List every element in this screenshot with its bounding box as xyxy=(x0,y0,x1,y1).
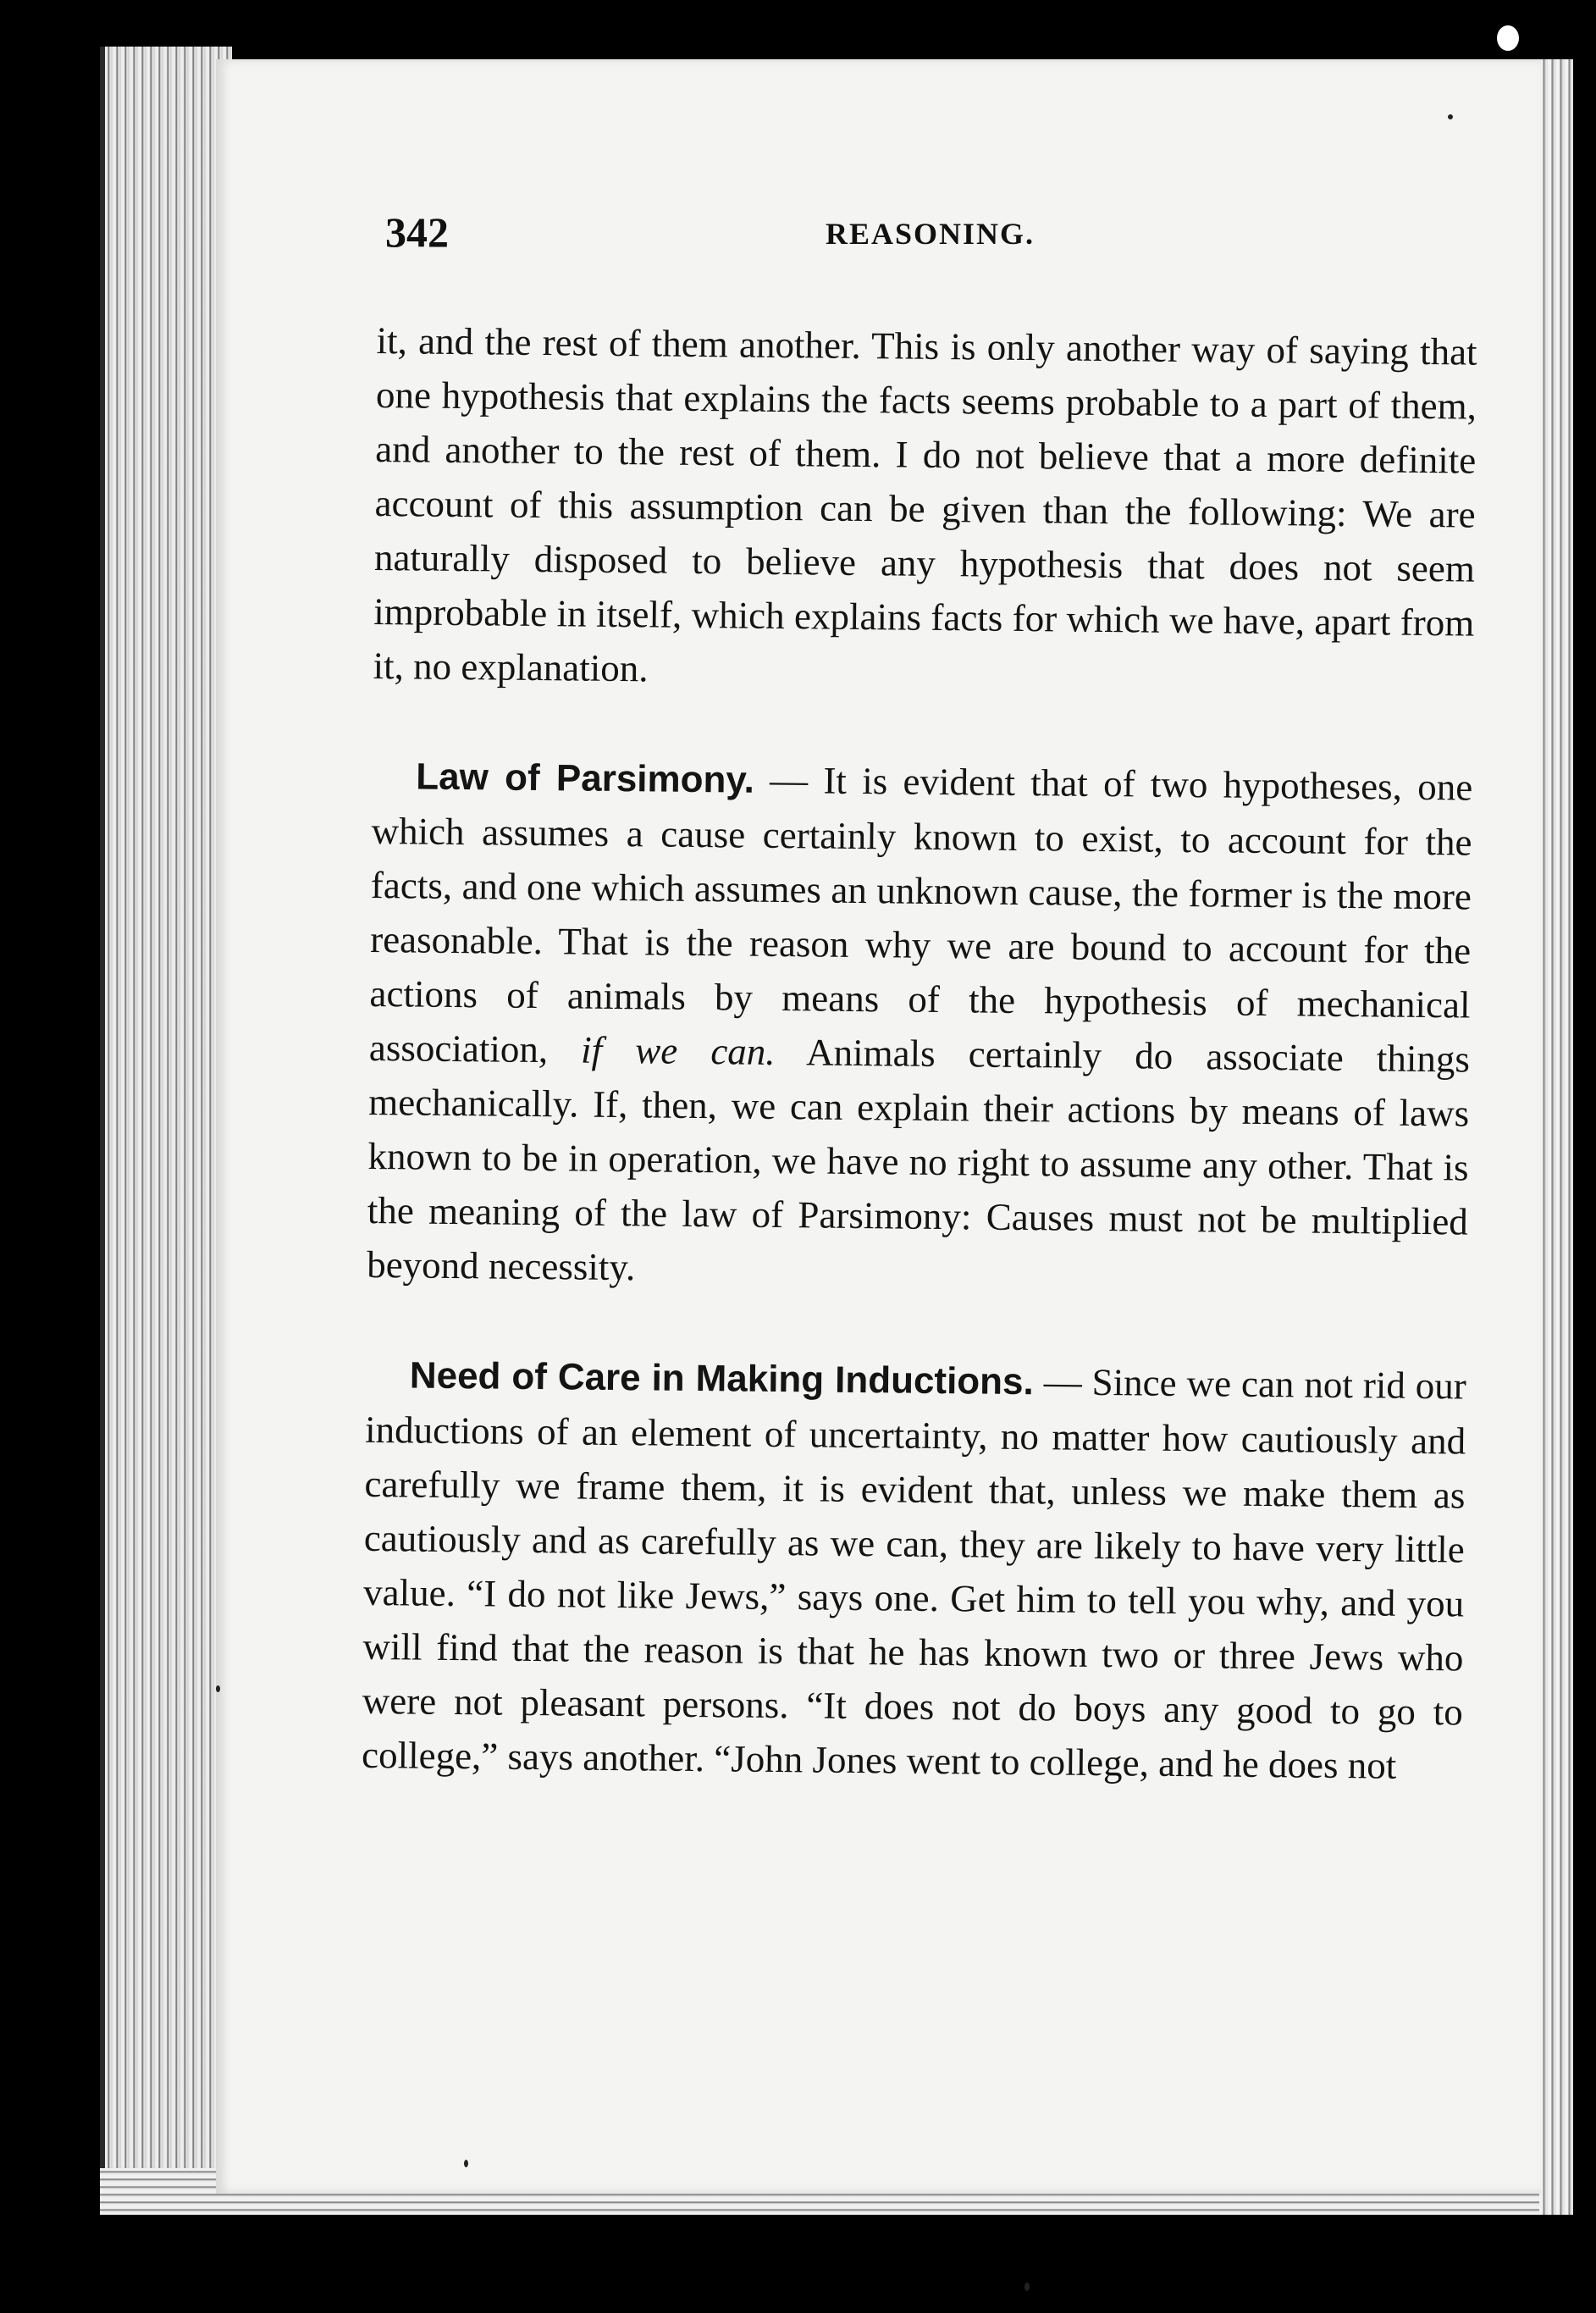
paragraph-law-of-parsimony xyxy=(367,749,1473,1303)
paragraph-need-of-care xyxy=(362,1347,1466,1794)
page-number: 342 xyxy=(385,208,449,256)
paragraph-text: — It is evident that of two hypotheses, one which assumes a cause certainly known to exist, to account for the facts, and one which assumes an unknown cause, the former is the more reasonable. That is the reason why we are bound to account for the actions of animals by means of the hypothesis of mechanical association, xyxy=(368,758,1473,1071)
header-title: REASONING. xyxy=(826,217,1035,251)
paragraph-text: Animals certainly do associate things mechanically. If, then, we can explain their actions by means of laws known to be in operation, we have no right to assume any other. That is the meaning of the law of Parsimony: Causes must not be multiplied beyond necessity. xyxy=(366,1030,1471,1289)
scan-speck xyxy=(464,2160,468,2167)
paragraph-text: — Since we can not rid our inductions of an element of uncertainty, no matter how cautiously and carefully we frame them, it is evident that, unless we make them as cautiously and as carefully as we can, they are likely to have very little value. “I do not like Jews,” says one. Get him to tell you why, and you will find that the reason is that he has known two or three Jews who were not pleasant persons. “It does not do boys any good to go to college,” says another. “John Jones went to college, and he does not xyxy=(361,1360,1467,1787)
right-page-edges xyxy=(1539,59,1573,2215)
scan-speck xyxy=(216,1685,220,1692)
scan-speck xyxy=(1024,2283,1030,2291)
paragraph-continuation: it, and the rest of them another. This is only another way of saying that one hypothesis that explains the facts seems probable to a part of them, and another to the rest of them. I do not believe that a more definite account of this assumption can be given than the following: We are naturally disposed to believe any hypothesis that does not seem improbable in itself, which explains facts for which we have, apart from it, no explanation. xyxy=(373,318,1477,690)
running-head xyxy=(385,208,1359,258)
section-heading-law-of-parsimony: Law of Parsimony. xyxy=(416,755,755,801)
italic-emphasis: if we can. xyxy=(580,1028,776,1073)
scan-blot xyxy=(1497,25,1519,51)
book-page xyxy=(216,59,1541,2194)
left-page-edges xyxy=(100,47,232,2215)
body-text xyxy=(362,313,1477,1794)
section-heading-need-of-care: Need of Care in Making Inductions. xyxy=(409,1354,1035,1403)
scan-speck xyxy=(1448,114,1453,119)
